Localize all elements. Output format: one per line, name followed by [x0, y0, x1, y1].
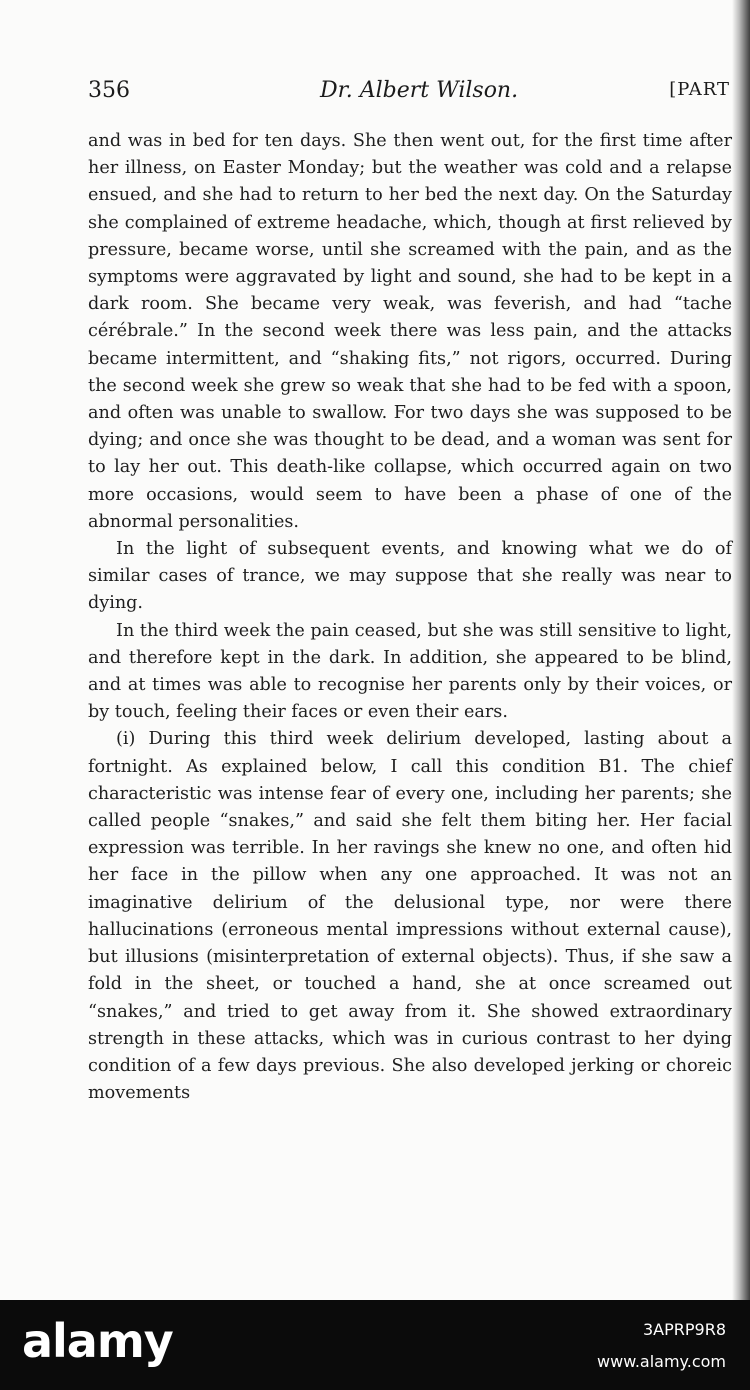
paragraph-1: and was in bed for ten days. She then went out, for the first time after her illness, on Easter Monday; but the weather was cold and a relapse ensued, and she had to return to her bed the next day. On the Saturday she complained of extreme headache, which, though at first relieved by pressure, became worse, until she screamed with the pain, and as the symptoms were aggravated by light and sound, she had to be kept in a dark room. She became very weak, was feverish, and had “tache cérébrale.” In the second week there was less pain, and the attacks became intermittent, and “shaking fits,” not rigors, occurred. During the second week she grew so weak that she had to be fed with a spoon, and often was unable to swallow. For two days she was supposed to be dying; and once she was thought to be dead, and a woman was sent for to lay her out. This death-like collapse, which occurred again on two more occasions, would seem to have been a phase of one of the abnormal personalities.: [88, 131, 732, 532]
paragraph-2: In the light of subsequent events, and knowing what we do of similar cases of trance, we may suppose that she really was near to dying.: [88, 539, 732, 614]
watermark-image-id: 3APRP9R8: [642, 1320, 726, 1339]
paragraph-4: (i) During this third week delirium developed, lasting about a fortnight. As explained below, I call this condition B1. The chief characteristic was intense fear of every one, including her parents; she called people “snakes,” and said she felt them biting her. Her facial expression was terrible. In her ravings she knew no one, and often hid her face in the pillow when any one approached. It was not an imaginative delirium of the delusional type, nor were there hallucinations (erroneous mental impressions without external cause), but illusions (misinterpretation of external objects). Thus, if she saw a fold in the sheet, or touched a hand, she at once screamed out “snakes,” and tried to get away from it. She showed extraordinary strength in these attacks, which was in curious contrast to her dying condition of a few days previous. She also developed jerking or choreic movements: [88, 729, 732, 1104]
paragraph-3: In the third week the pain ceased, but she was still sensitive to light, and therefore kept in the dark. In addition, she appeared to be blind, and at times was able to recognise her parents only by their voices, or by touch, feeling their faces or even their ears.: [88, 620, 732, 723]
page-header: [88, 78, 730, 112]
watermark-site: www.alamy.com: [597, 1352, 726, 1371]
page-number: 356: [88, 78, 130, 103]
stock-watermark-bar: [0, 1300, 750, 1390]
watermark-logo: alamy: [22, 1314, 173, 1368]
body-text: [88, 128, 732, 1107]
part-label: [PART: [669, 79, 730, 100]
page-edge-shadow: [732, 0, 750, 1300]
running-head: Dr. Albert Wilson.: [320, 78, 519, 103]
